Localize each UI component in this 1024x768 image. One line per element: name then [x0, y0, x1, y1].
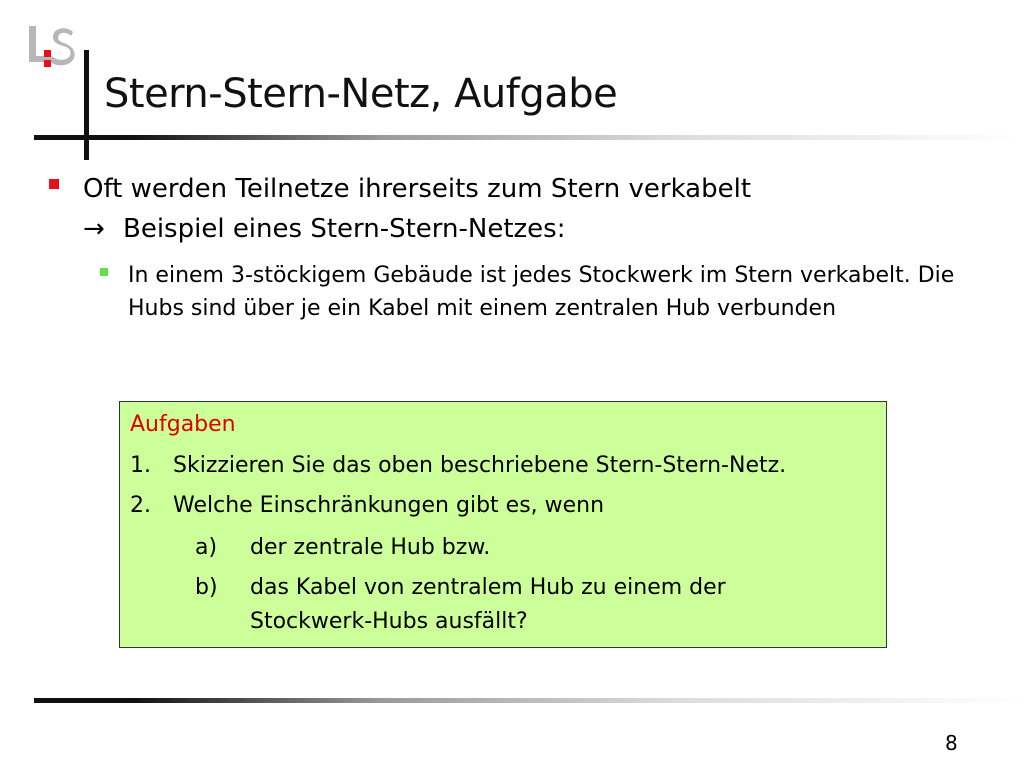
- right-arrow-icon: →: [83, 214, 105, 244]
- task-box-heading: Aufgaben: [130, 412, 236, 437]
- slide-title: Stern-Stern-Netz, Aufgabe: [104, 71, 618, 117]
- subtask-text: das Kabel von zentralem Hub zu einem der: [250, 575, 726, 600]
- subtask-letter: a): [195, 535, 218, 560]
- task-box: [119, 401, 887, 648]
- bullet-square-icon: [49, 179, 59, 189]
- bullet-level1-continuation: [83, 212, 565, 246]
- header-divider: [34, 135, 1024, 140]
- subtask-letter: b): [195, 575, 218, 600]
- bullet-level1-line2: Beispiel eines Stern-Stern-Netzes:: [123, 214, 566, 244]
- ls-logo-icon: [24, 22, 80, 70]
- bullet-square-small-icon: [100, 268, 108, 276]
- task-number: 2.: [130, 493, 151, 518]
- task-text: Skizzieren Sie das oben beschriebene Stern-Stern-Netz.: [173, 453, 787, 478]
- bullet-level2-text: In einem 3-stöckigem Gebäude ist jedes Stockwerk im Stern verkabelt. Die Hubs sind über je ein Kabel mit einem zentralen Hub verbunden: [128, 263, 955, 321]
- subtask-text: der zentrale Hub bzw.: [250, 535, 491, 560]
- page-number: 8: [945, 731, 958, 755]
- task-text: Welche Einschränkungen gibt es, wenn: [173, 493, 605, 518]
- title-vertical-divider: [84, 50, 89, 160]
- bullet-level1-text: Oft werden Teilnetze ihrerseits zum Stern verkabelt: [83, 174, 752, 204]
- footer-divider: [34, 698, 1024, 703]
- task-number: 1.: [130, 453, 151, 478]
- subtask-text-continuation: Stockwerk-Hubs ausfällt?: [250, 609, 528, 634]
